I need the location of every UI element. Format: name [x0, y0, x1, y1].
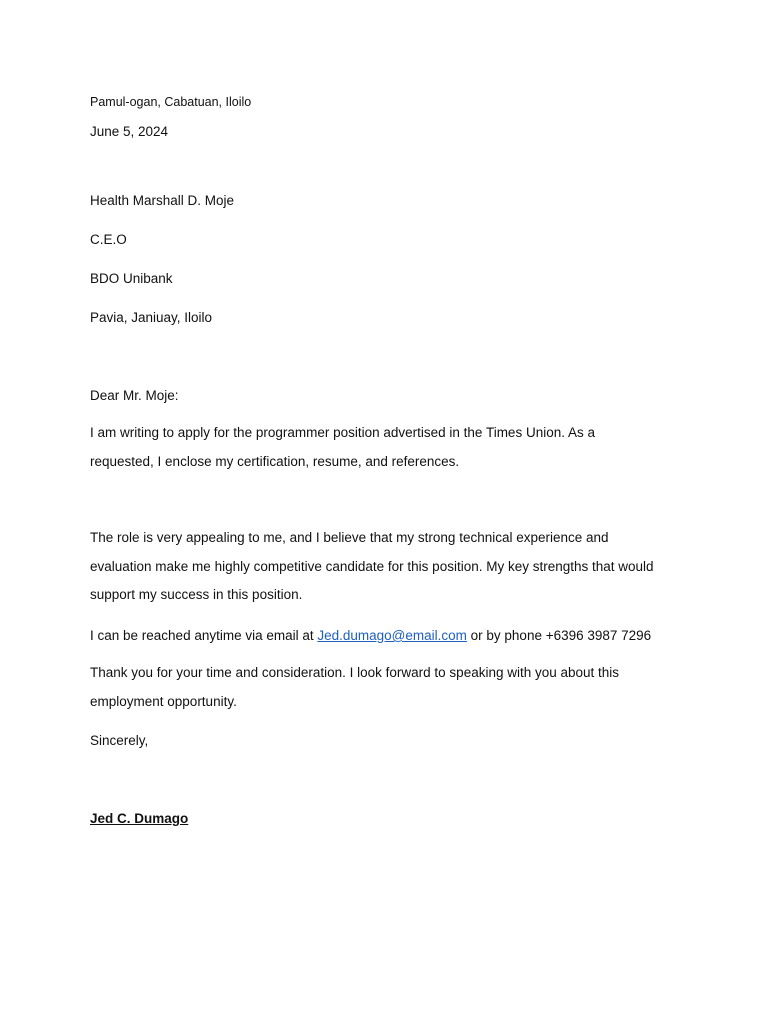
paragraph-intro-line: I am writing to apply for the programmer position advertised in the Times Union. As a [90, 425, 595, 440]
paragraph-thanks [90, 659, 690, 716]
paragraph-intro-line: requested, I enclose my certification, resume, and references. [90, 453, 460, 469]
closing: Sincerely, [90, 733, 149, 748]
salutation: Dear Mr. Moje: [90, 388, 179, 403]
sender-address: Pamul-ogan, Cabatuan, Iloilo [90, 95, 252, 109]
recipient-address: Pavia, Janiuay, Iloilo [90, 310, 213, 325]
paragraph-thanks-line: Thank you for your time and consideration. I look forward to speaking with you about this [90, 665, 620, 680]
contact-prefix: I can be reached anytime via email at [90, 628, 318, 643]
signature-name: Jed C. Dumago [90, 811, 189, 826]
paragraph-qualifications-line: evaluation make me highly competitive candidate for this position. My key strengths that would [90, 558, 654, 574]
paragraph-qualifications-line: The role is very appealing to me, and I believe that my strong technical experience and [90, 530, 609, 545]
paragraph-intro [90, 419, 690, 476]
recipient-title: C.E.O [90, 232, 127, 247]
paragraph-qualifications [90, 524, 690, 610]
recipient-company: BDO Unibank [90, 271, 173, 286]
paragraph-qualifications-line: support my success in this position. [90, 587, 303, 603]
paragraph-contact [90, 628, 651, 644]
letter-date: June 5, 2024 [90, 124, 169, 139]
email-link[interactable]: Jed.dumago@email.com [317, 628, 467, 643]
contact-suffix: or by phone +6396 3987 7296 [466, 628, 652, 643]
paragraph-thanks-line: employment opportunity. [90, 693, 237, 709]
recipient-name: Health Marshall D. Moje [90, 193, 235, 208]
